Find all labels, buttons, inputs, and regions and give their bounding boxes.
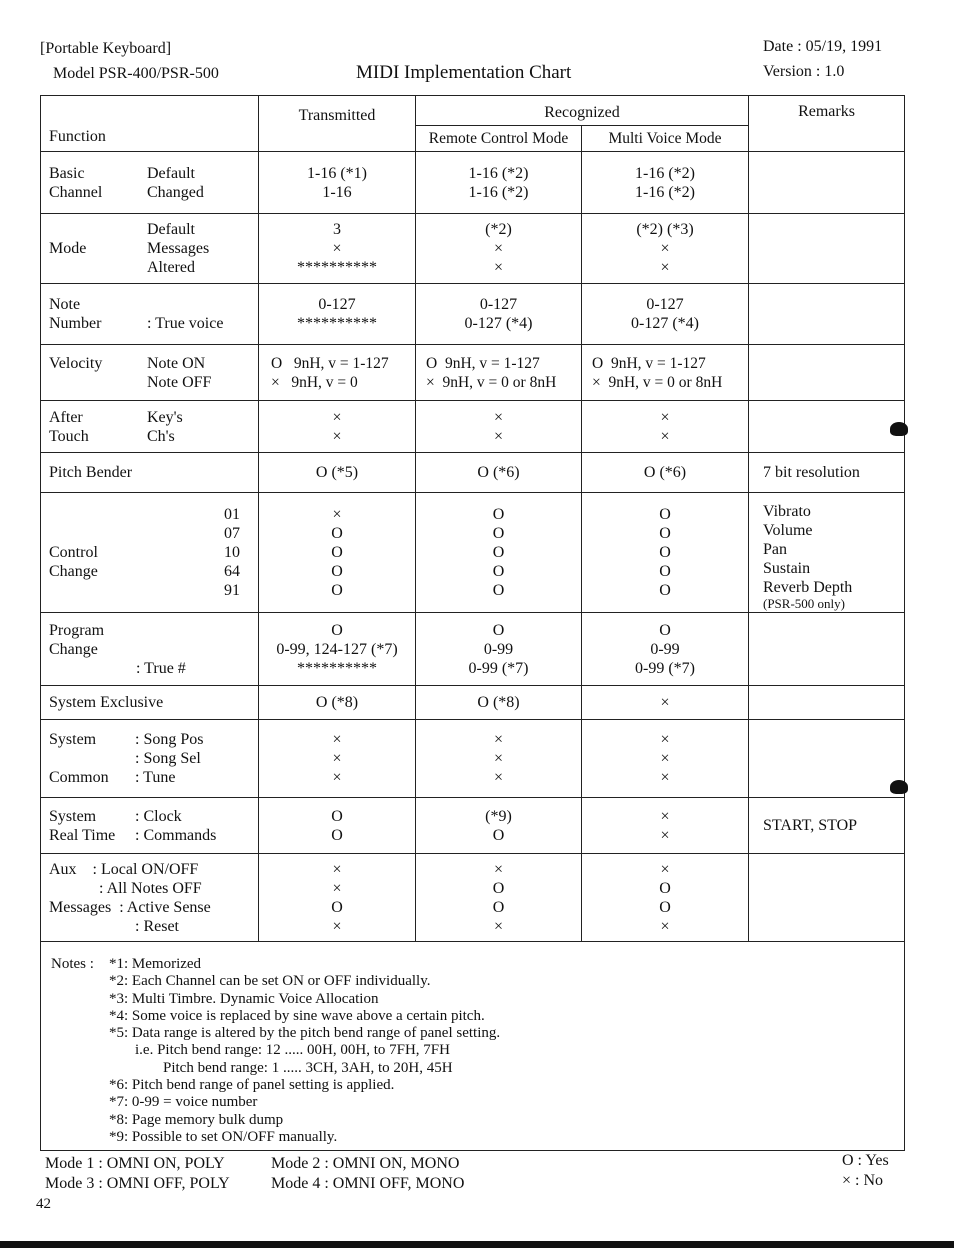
row-velocity: Velocity Note ON Note OFF O 9nH, v = 1-127 × 9nH, v = 0 O 9nH, v = 1-127 × 9nH, v = 0 or 8nH O 9nH, v = 1-127 × 9nH, v = 0 or 8nH — [41, 345, 905, 401]
row-control-change: Control Change 01 07 10 64 91 × O O O O O O O O O O O O O O Vibrato Volume Pan Sustain Reverb Depth (PSR-500 only) — [41, 493, 905, 613]
version-label: Version : 1.0 — [763, 63, 845, 80]
midi-implementation-table — [40, 95, 905, 1151]
header-function: Function — [41, 96, 259, 152]
row-program-change: Program Change : True # O 0-99, 124-127 (*7) ********** O 0-99 0-99 (*7) O 0-99 0-99 (*7) — [41, 613, 905, 686]
header-remarks: Remarks — [749, 96, 905, 152]
row-pitch-bender: Pitch Bender O (*5) O (*6) O (*6) 7 bit resolution — [41, 453, 905, 493]
row-note-number: Note Number : True voice 0-127 ********** 0-127 0-127 (*4) 0-127 0-127 (*4) — [41, 284, 905, 345]
binding-hole-mark-icon — [890, 422, 908, 436]
binding-hole-mark-icon — [890, 780, 908, 794]
row-system-common: System Common : Song Pos : Song Sel : Tune × × × × × × × × × — [41, 720, 905, 798]
page-title: MIDI Implementation Chart — [356, 62, 572, 83]
row-after-touch: After Touch Key's Ch's × × × × × × — [41, 401, 905, 453]
page-number: 42 — [36, 1196, 51, 1212]
header-transmitted: Transmitted — [259, 96, 416, 152]
row-basic-channel: Basic Channel Default Changed 1-16 (*1) 1-16 1-16 (*2) 1-16 (*2) 1-16 (*2) 1-16 (*2) — [41, 152, 905, 214]
row-system-real-time: System Real Time : Clock : Commands O O (*9) O × × START, STOP — [41, 798, 905, 854]
mode-4-legend: Mode 4 : OMNI OFF, MONO — [271, 1175, 465, 1192]
row-aux-messages: Aux : Local ON/OFF : All Notes OFF Messages : Active Sense : Reset × × O × × O O × × O O × — [41, 854, 905, 942]
no-legend: × : No — [842, 1172, 884, 1189]
header-remote-control-mode: Remote Control Mode — [416, 126, 582, 152]
yes-legend: O : Yes — [842, 1152, 889, 1169]
mode-1-legend: Mode 1 : OMNI ON, POLY — [45, 1155, 225, 1172]
row-notes: Notes : *1: Memorized *2: Each Channel can be set ON or OFF individually. *3: Multi Timbre. Dynamic Voice Allocation *4: Some voice is replaced by sine wave above a certain pitch. *5: Data range is altered by the pitch bend range of panel setting. i.e. Pitch bend range: 12 ..... 00H, 00H, to 7FH, 7FH Pitch bend range: 1 ..... 3CH, 3AH, to 20H, 45H *6: Pitch bend range of panel setting is applied. *7: 0-99 = voice number *8: Page memory bulk dump *9: Possible to set ON/OFF manually. — [41, 942, 905, 1151]
date-label: Date : 05/19, 1991 — [763, 38, 883, 55]
product-label: [Portable Keyboard] — [40, 40, 172, 57]
mode-3-legend: Mode 3 : OMNI OFF, POLY — [45, 1175, 230, 1192]
model-label: Model PSR-400/PSR-500 — [53, 65, 219, 82]
bottom-rule — [0, 1241, 954, 1248]
header-recognized: Recognized — [416, 96, 749, 126]
header-multi-voice-mode: Multi Voice Mode — [582, 126, 749, 152]
mode-2-legend: Mode 2 : OMNI ON, MONO — [271, 1155, 460, 1172]
row-system-exclusive: System Exclusive O (*8) O (*8) × — [41, 686, 905, 720]
row-mode: Mode Default Messages Altered 3 × ********** (*2) × × (*2) (*3) × × — [41, 214, 905, 284]
